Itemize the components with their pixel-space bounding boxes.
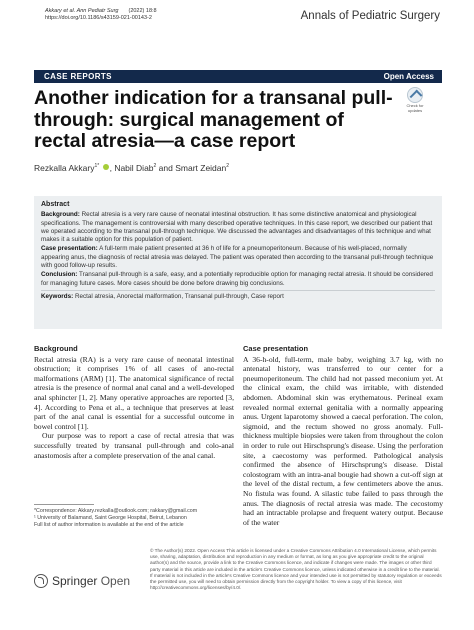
body-right-column [243,344,443,527]
author-affiliation: 2 [153,163,157,170]
author-name: Rezkalla Akkary [34,163,95,173]
open-access-label: Open Access [383,72,434,81]
publisher-suffix: Open [100,574,131,588]
author-name: Nabil Diab [114,163,154,173]
abstract-divider [41,290,435,291]
affiliation-note: ¹ University of Balamand, Saint George Hospital, Beirut, Lebanon [34,514,187,521]
body-left-column [34,344,234,460]
body-paragraph: Rectal atresia (RA) is a very rare cause of neonatal intestinal obstruction; it comprises 1% of all cases of ano-rectal malformations (ARM) [1]. The anatomical significance of rectal atresia is the presence of normal anal canal and a well-developed anal sphincter [1, 2]. Many operative approaches are reported [3, 4]. According to Pena et al., a technique that preserves at least part of the anal canal is essential for a successful outcome in bowel control [1]. [34,354,234,431]
section-heading-background: Background [34,344,78,353]
abstract-background [41,211,435,244]
abstract-case-text: A full-term male patient presented at 36 h of life for a pneumoperitoneum. Because of his well-placed, normally appearing anus, the diagnosis of rectal atresia was delayed. The patient was operated then according to the transanal pull-through technique with good follow-up results. [41,245,434,270]
doi-link[interactable]: https://doi.org/10.1186/s43159-021-00143-2 [45,15,152,21]
keywords-label: Keywords: [41,292,74,300]
license-text: © The Author(s) 2022. Open Access This article is licensed under a Creative Commons Attribution 4.0 International License, which permits use, sharing, adaptation, distribution and reproduction in any medium or format, as long as you give appropriate credit to the original author(s) and the source, provide a link to the Creative Commons licence, and indicate if changes were made. The images or other third party material in this article are included in the article's Creative Commons licence, unless indicated otherwise in a credit line to the material. If material is not included in the article's Creative Commons licence and your intended use is not permitted by statutory regulation or exceeds the permitted use, you will need to obtain permission directly from the copyright holder. To view a copy of this licence, visit http://creativecommons.org/licenses/by/4.0/. [150,548,442,591]
journal-name: Annals of Pediatric Surgery [300,10,440,22]
abstract-heading: Abstract [41,201,70,208]
author-affiliation: 1* [94,163,100,170]
footnotes [34,504,234,529]
springer-horse-icon [34,574,48,588]
author-list: Rezkalla Akkary$^{1*}$ , Nabil Diab$^2$ and Smart Zeidan$^2$ [34,163,230,173]
abstract-keywords [41,293,435,301]
abstract-box [34,196,442,329]
crossmark-label: Check for updates [406,103,424,113]
author-affiliation: 2 [226,163,230,170]
abstract-conclusion [41,271,435,288]
abstract-background-label: Background: [41,211,80,219]
footnote-rule [34,504,94,505]
publisher-logo [34,573,130,589]
publisher-name [52,574,130,588]
crossmark-badge[interactable] [403,87,427,113]
citation-volume: (2022) 18:8 [128,8,157,14]
abstract-conclusion-label: Conclusion: [41,271,78,279]
author-name: Smart Zeidan [175,163,227,173]
article-title: Another indication for a transanal pull-through: surgical management of rectal atresia—a case report [34,87,393,152]
body-paragraph: A 36-h-old, full-term, male baby, weighing 3.7 kg, with no antenatal history, was transferred to our center for a pneumoperitoneum. The child had not passed meconium yet. At the clinical exam, the child was irritable, with distended abdomen. Abdominal skin was erythematous. Perineal exam revealed normal external genitalia with a normally appearing anus. Urgent laparotomy showed a caecal perforation. The colon, sigmoid, and the rectum showed no gross anomaly. Full-thickness multiple biopsies were taken from throughout the colon in order to rule out Hirschsprung's disease. Using the perforation site, a caecostomy was performed. Pathological analysis confirmed the absence of Hirschsprung's disease. Distal colostogram with an intra-anal bougie had shown a cut-off sign at the level of the distal rectum, a few centimeters above the anus. No fistula was found. A silastic tube failed to pass through the anus. The diagnosis of rectal atresia was made. The cecostomy had an intractable prolapse and frequent watery output. Because of the water [243,354,443,527]
article-type: CASE REPORTS [44,72,112,81]
crossmark-icon [407,87,423,103]
keywords-text: Rectal atresia, Anorectal malformation, Transanal pull-through, Case report [74,292,284,300]
section-heading-case-presentation: Case presentation [243,344,309,353]
abstract-case-label: Case presentation: [41,245,98,253]
body-paragraph: Our purpose was to report a case of rectal atresia that was successfully treated by transanal pull-through and colo-anal anastomosis after a complete preservation of the anal canal. [34,431,234,460]
abstract-case [41,245,435,270]
author-info-note: Full list of author information is available at the end of the article [34,521,184,528]
citation-journal: Akkary et al. Ann Pediatr Surg [45,8,119,14]
citation-block [45,8,157,22]
orcid-icon[interactable] [103,164,109,170]
publisher-brand: Springer [52,574,98,588]
correspondence-note: *Correspondence: Akkary.rezkalla@outlook.com; rakkary@gmail.com [34,508,198,514]
abstract-background-text: Rectal atresia is a very rare cause of neonatal intestinal obstruction. It has some distinctive anatomical and physiological specifications. The management is controversial with many described operative techniques. In this case report, we described our patient that we operated according to the transanal pull-through technique. We discussed the advantages and disadvantages of this technique and what makes it a suitable option for this population of patient. [41,211,433,244]
abstract-conclusion-text: Transanal pull-through is a safe, easy, and a potentially reproducible option for managing rectal atresia. It should be considered for managing future cases. More cases should be done before drawing big conclusions. [41,271,433,287]
article-type-banner [34,70,442,83]
